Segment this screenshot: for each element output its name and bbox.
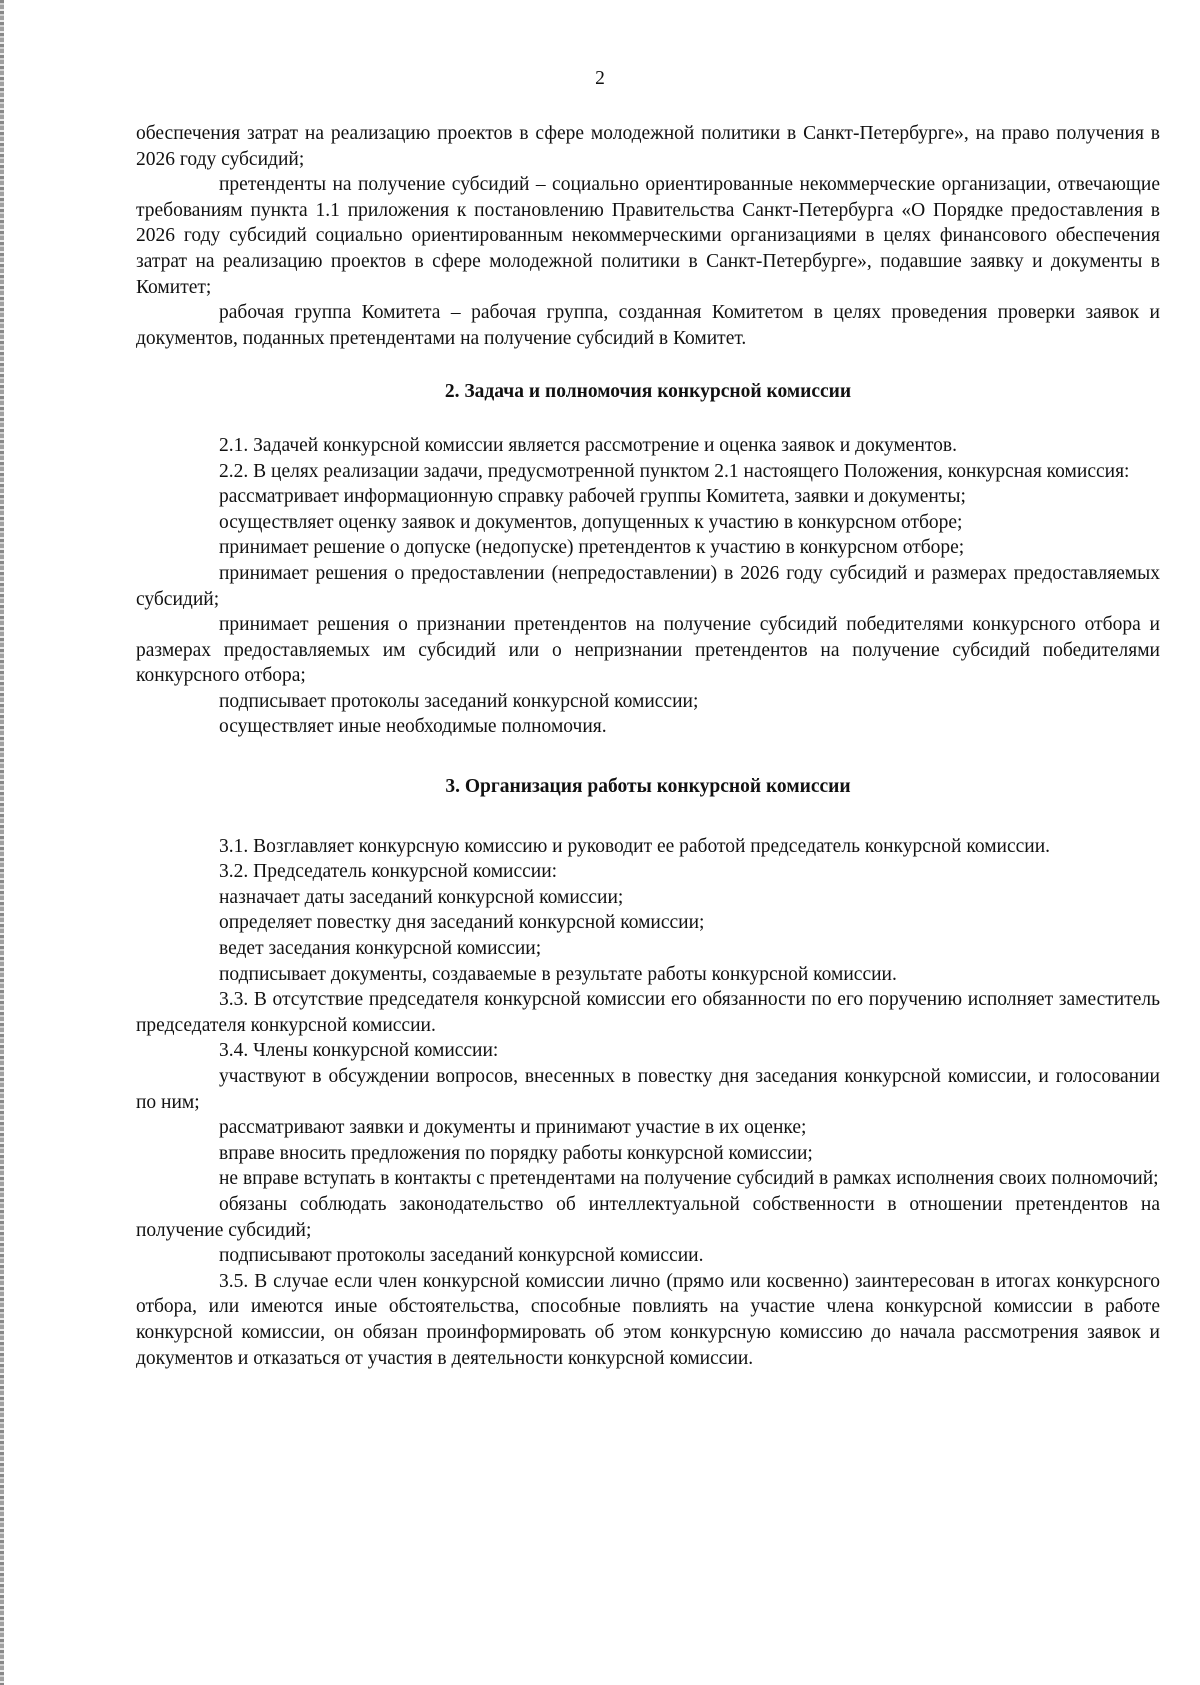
paragraph: принимает решения о признании претендентов на получение субсидий победителями конкурсного отбора и размерах предоставляемых им субсидий или о непризнании претендентов на получение субсидий победителями конкурсного отбора; [136,614,1160,687]
paragraph: 3.1. Возглавляет конкурсную комиссию и руководит ее работой председатель конкурсной комиссии. [219,835,1051,857]
paragraph: осуществляет иные необходимые полномочия. [219,716,607,738]
paragraph: претенденты на получение субсидий – социально ориентированные некоммерческие организации, отвечающие требованиям пункта 1.1 приложения к постановлению Правительства Санкт-Петербурга «О Порядке предоставления в 2026 году субсидий социально ориентированным некоммерческими организациями в целях финансового обеспечения затрат на реализацию проектов в сфере молодежной политики в Санкт-Петербурге», подавшие заявку и документы в Комитет; [136,174,1160,298]
paragraph: осуществляет оценку заявок и документов, допущенных к участию в конкурсном отборе; [219,511,963,533]
paragraph: 2.1. Задачей конкурсной комиссии является рассмотрение и оценка заявок и документов. [219,434,957,456]
paragraph: определяет повестку дня заседаний конкурсной комиссии; [219,912,705,934]
paragraph: 3.3. В отсутствие председателя конкурсной комиссии его обязанности по его поручению исполняет заместитель председателя конкурсной комиссии. [136,989,1160,1036]
paragraph: принимает решения о предоставлении (непредоставлении) в 2026 году субсидий и размерах предоставляемых субсидий; [136,562,1160,610]
paragraph: 3.2. Председатель конкурсной комиссии: [219,861,558,883]
paragraph: рассматривают заявки и документы и принимают участие в их оценке; [219,1117,807,1139]
paragraph: подписывает протоколы заседаний конкурсной комиссии; [219,690,699,712]
page-number: 2 [595,68,605,89]
paragraph: 2.2. В целях реализации задачи, предусмотренной пунктом 2.1 настоящего Положения, конкурсная комиссия: [219,460,1130,482]
scan-edge-artifact [0,0,4,1685]
document-body [136,121,1160,1371]
section-heading: 3. Организация работы конкурсной комиссии [445,776,851,798]
paragraph: назначает даты заседаний конкурсной комиссии; [219,886,624,908]
section-heading: 2. Задача и полномочия конкурсной комиссии [444,381,852,403]
paragraph: обеспечения затрат на реализацию проектов в сфере молодежной политики в Санкт-Петербурге», на право получения в 2026 году субсидий; [136,123,1160,170]
paragraph: рабочая группа Комитета – рабочая группа, созданная Комитетом в целях проведения проверки заявок и документов, поданных претендентами на получение субсидий в Комитет. [136,302,1160,349]
paragraph: 3.4. Члены конкурсной комиссии: [219,1040,499,1062]
paragraph: принимает решение о допуске (недопуске) претендентов к участию в конкурсном отборе; [219,537,965,559]
paragraph: 3.5. В случае если член конкурсной комиссии лично (прямо или косвенно) заинтересован в итогах конкурсного отбора, или имеются иные обстоятельства, способные повлиять на участие члена конкурсной комиссии в работе конкурсной комиссии, он обязан проинформировать об этом конкурсную комиссию до начала рассмотрения заявок и документов и отказаться от участия в деятельности конкурсной комиссии. [136,1270,1160,1369]
paragraph: ведет заседания конкурсной комиссии; [219,938,542,960]
paragraph: не вправе вступать в контакты с претендентами на получение субсидий в рамках исполнения своих полномочий; [219,1168,1159,1190]
paragraph: рассматривает информационную справку рабочей группы Комитета, заявки и документы; [219,486,966,508]
paragraph: вправе вносить предложения по порядку работы конкурсной комиссии; [219,1142,813,1164]
paragraph: обязаны соблюдать законодательство об интеллектуальной собственности в отношении претендентов на получение субсидий; [136,1193,1160,1241]
paragraph: участвуют в обсуждении вопросов, внесенных в повестку дня заседания конкурсной комиссии, и голосовании по ним; [136,1066,1160,1113]
paragraph: подписывает документы, создаваемые в результате работы конкурсной комиссии. [219,963,897,985]
paragraph: подписывают протоколы заседаний конкурсной комиссии. [219,1245,704,1267]
